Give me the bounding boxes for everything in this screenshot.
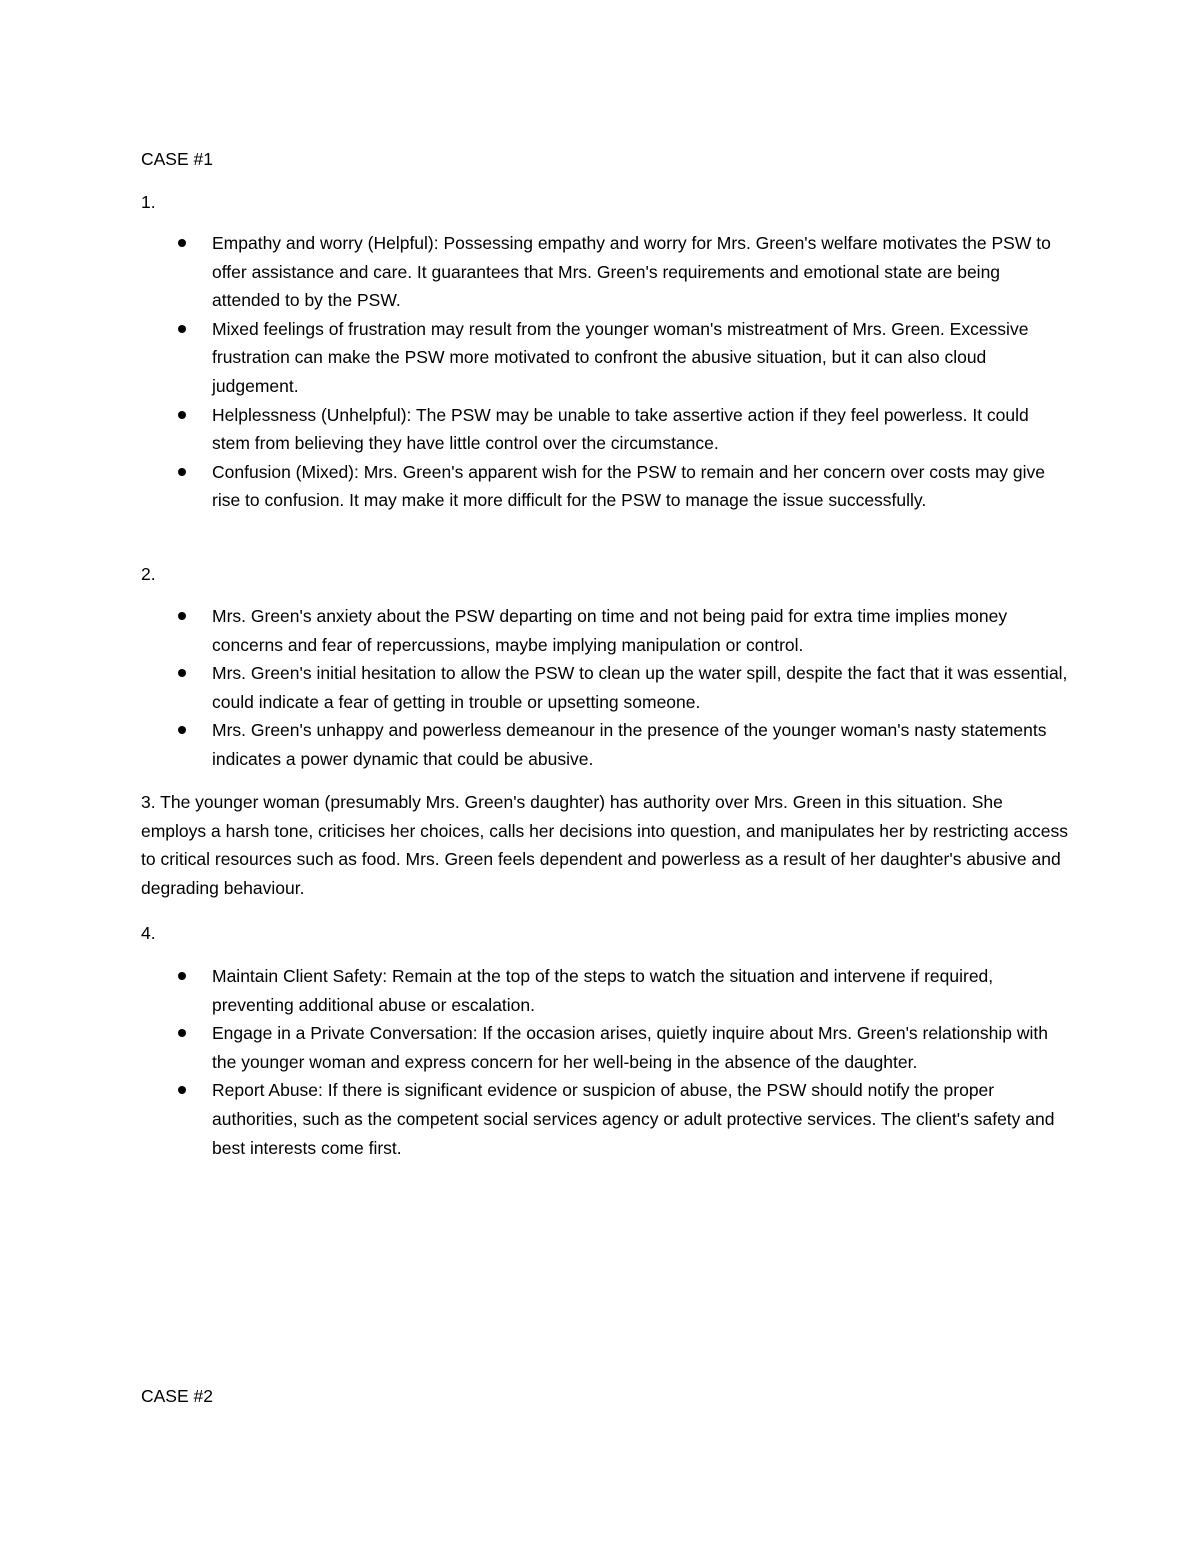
- case1-title: CASE #1: [141, 149, 213, 169]
- list-item: Mrs. Green's anxiety about the PSW departing on time and not being paid for extra time implies money concerns and fear of repercussions, maybe implying manipulation or control.: [141, 602, 1071, 659]
- q4-label: 4.: [141, 923, 156, 943]
- q1-list: [141, 229, 1071, 515]
- list-item: Helplessness (Unhelpful): The PSW may be unable to take assertive action if they feel powerless. It could stem from believing they have little control over the circumstance.: [141, 401, 1071, 458]
- list-item: Confusion (Mixed): Mrs. Green's apparent wish for the PSW to remain and her concern over costs may give rise to confusion. It may make it more difficult for the PSW to manage the issue successfully.: [141, 458, 1071, 515]
- list-item: Maintain Client Safety: Remain at the top of the steps to watch the situation and intervene if required, preventing additional abuse or escalation.: [141, 962, 1071, 1019]
- q1-label: [141, 160, 156, 212]
- list-item: Mrs. Green's initial hesitation to allow the PSW to clean up the water spill, despite the fact that it was essential, could indicate a fear of getting in trouble or upsetting someone.: [141, 659, 1071, 716]
- q2-list: [141, 602, 1071, 774]
- q2-label: 2.: [141, 564, 156, 584]
- q3-paragraph: 3. The younger woman (presumably Mrs. Green's daughter) has authority over Mrs. Green in this situation. She employs a harsh tone, criticises her choices, calls her decisions into question, and manipulates her by restricting access to critical resources such as food. Mrs. Green feels dependent and powerless as a result of her daughter's abusive and degrading behaviour.: [141, 792, 1068, 898]
- list-item: Report Abuse: If there is significant evidence or suspicion of abuse, the PSW should notify the proper authorities, such as the competent social services agency or adult protective services. The client's safety and best interests come first.: [141, 1076, 1071, 1162]
- list-item: Empathy and worry (Helpful): Possessing empathy and worry for Mrs. Green's welfare motivates the PSW to offer assistance and care. It guarantees that Mrs. Green's requirements and emotional state are being attended to by the PSW.: [141, 229, 1071, 315]
- list-item: Engage in a Private Conversation: If the occasion arises, quietly inquire about Mrs. Green's relationship with the younger woman and express concern for her well-being in the absence of the daughter.: [141, 1019, 1071, 1076]
- list-item: Mrs. Green's unhappy and powerless demeanour in the presence of the younger woman's nasty statements indicates a power dynamic that could be abusive.: [141, 716, 1071, 773]
- case2-title: CASE #2: [141, 1386, 213, 1406]
- q1-label-text: 1.: [141, 192, 156, 212]
- q4-list: [141, 962, 1071, 1162]
- list-item: Mixed feelings of frustration may result from the younger woman's mistreatment of Mrs. Green. Excessive frustration can make the PSW more motivated to confront the abusive situation, but it can also cloud judgement.: [141, 315, 1071, 401]
